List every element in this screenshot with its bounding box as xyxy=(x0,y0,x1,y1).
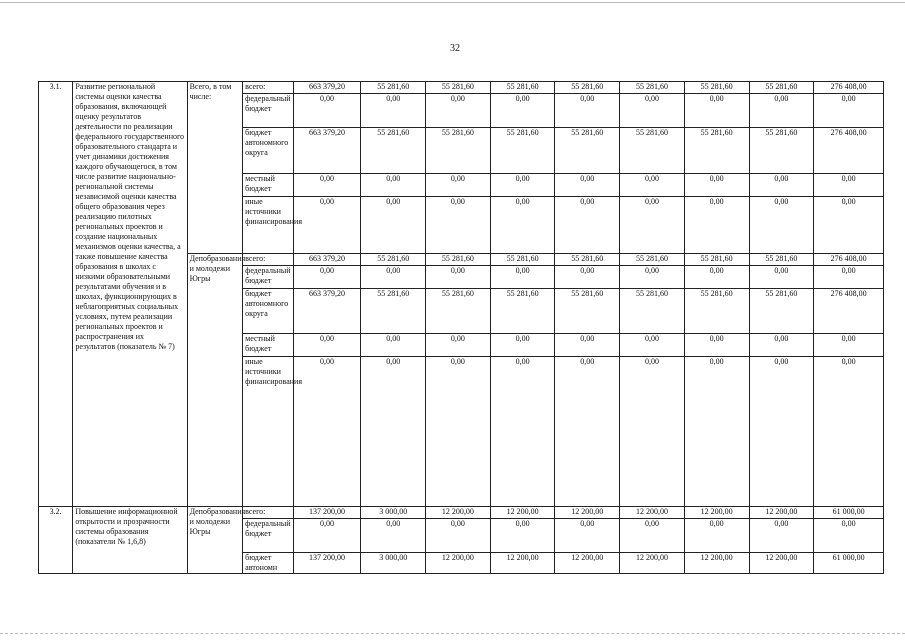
funding-source: всего: xyxy=(243,82,294,94)
measure-description: Развитие региональной системы оценки качества образования, включающей оценку результатов деятельности по реализации федерального государственного образовательного стандарта и учет динамики достижения каждого обучающегося, в том числе развитие национально-региональной системы независимой оценки качества общего образования через реализацию пилотных региональных проектов и создание национальных механизмов оценки качества, а также повышение качества образования в школах с низкими образовательными результатами обучения и в школах, функционирующих в неблагоприятных социальных условиях, путем реализации региональных проектов и распространения их результатов (показатель № 7) xyxy=(73,82,187,507)
amount-cell: 55 281,60 xyxy=(749,254,814,266)
amount-cell: 12 200,00 xyxy=(620,553,685,574)
amount-cell: 0,00 xyxy=(620,334,685,357)
table-row xyxy=(39,507,884,519)
amount-cell: 0,00 xyxy=(426,266,491,289)
amount-cell: 61 000,00 xyxy=(814,507,884,519)
amount-cell: 55 281,60 xyxy=(490,128,555,174)
amount-cell: 0,00 xyxy=(749,174,814,197)
amount-cell: 0,00 xyxy=(620,266,685,289)
amount-cell: 0,00 xyxy=(814,197,884,254)
funding-source: федеральный бюджет xyxy=(243,519,294,553)
amount-cell: 55 281,60 xyxy=(426,82,491,94)
amount-cell: 0,00 xyxy=(684,174,749,197)
amount-cell: 55 281,60 xyxy=(361,289,426,334)
row-number: 3.2. xyxy=(39,507,73,574)
amount-cell: 0,00 xyxy=(555,94,620,128)
amount-cell: 0,00 xyxy=(490,266,555,289)
amount-cell: 55 281,60 xyxy=(749,82,814,94)
amount-cell: 0,00 xyxy=(490,357,555,507)
amount-cell: 663 379,20 xyxy=(293,82,361,94)
amount-cell: 0,00 xyxy=(490,519,555,553)
table-row xyxy=(39,82,884,94)
amount-cell: 55 281,60 xyxy=(490,254,555,266)
funding-source: местный бюджет xyxy=(243,174,294,197)
amount-cell: 12 200,00 xyxy=(426,507,491,519)
amount-cell: 55 281,60 xyxy=(361,82,426,94)
amount-cell: 0,00 xyxy=(361,197,426,254)
amount-cell: 12 200,00 xyxy=(555,553,620,574)
amount-cell: 0,00 xyxy=(814,174,884,197)
amount-cell: 0,00 xyxy=(293,334,361,357)
amount-cell: 0,00 xyxy=(426,519,491,553)
executor-cell: Всего, в том числе: xyxy=(187,82,243,254)
bottom-rule xyxy=(0,633,905,634)
amount-cell: 12 200,00 xyxy=(490,507,555,519)
amount-cell: 0,00 xyxy=(749,334,814,357)
amount-cell: 12 200,00 xyxy=(426,553,491,574)
amount-cell: 276 408,00 xyxy=(814,289,884,334)
amount-cell: 0,00 xyxy=(426,174,491,197)
funding-source: бюджет автономного округа xyxy=(243,128,294,174)
amount-cell: 0,00 xyxy=(293,94,361,128)
amount-cell: 55 281,60 xyxy=(361,254,426,266)
amount-cell: 0,00 xyxy=(620,94,685,128)
amount-cell: 55 281,60 xyxy=(555,82,620,94)
top-rule xyxy=(0,2,905,3)
amount-cell: 0,00 xyxy=(684,357,749,507)
amount-cell: 12 200,00 xyxy=(749,507,814,519)
amount-cell: 55 281,60 xyxy=(555,254,620,266)
amount-cell: 0,00 xyxy=(749,266,814,289)
amount-cell: 0,00 xyxy=(555,334,620,357)
funding-source: бюджет автономного округа xyxy=(243,289,294,334)
funding-source: федеральный бюджет xyxy=(243,266,294,289)
executor-cell: Депобразования и молодежи Югры xyxy=(187,507,243,574)
amount-cell: 3 000,00 xyxy=(361,553,426,574)
measure-description: Повышение информационной открытости и прозрачности системы образования (показатели № 1,6,8) xyxy=(73,507,187,574)
amount-cell: 55 281,60 xyxy=(620,128,685,174)
amount-cell: 0,00 xyxy=(684,266,749,289)
amount-cell: 0,00 xyxy=(361,94,426,128)
amount-cell: 0,00 xyxy=(814,519,884,553)
amount-cell: 0,00 xyxy=(814,94,884,128)
amount-cell: 55 281,60 xyxy=(361,128,426,174)
amount-cell: 663 379,20 xyxy=(293,289,361,334)
amount-cell: 55 281,60 xyxy=(490,289,555,334)
amount-cell: 0,00 xyxy=(684,94,749,128)
amount-cell: 12 200,00 xyxy=(620,507,685,519)
amount-cell: 55 281,60 xyxy=(684,254,749,266)
amount-cell: 0,00 xyxy=(361,519,426,553)
amount-cell: 0,00 xyxy=(361,174,426,197)
amount-cell: 0,00 xyxy=(555,519,620,553)
amount-cell: 55 281,60 xyxy=(620,82,685,94)
amount-cell: 55 281,60 xyxy=(620,254,685,266)
amount-cell: 55 281,60 xyxy=(684,82,749,94)
amount-cell: 0,00 xyxy=(426,357,491,507)
amount-cell: 12 200,00 xyxy=(684,507,749,519)
amount-cell: 0,00 xyxy=(293,519,361,553)
amount-cell: 0,00 xyxy=(490,334,555,357)
amount-cell: 0,00 xyxy=(814,334,884,357)
amount-cell: 0,00 xyxy=(555,197,620,254)
amount-cell: 0,00 xyxy=(620,197,685,254)
amount-cell: 55 281,60 xyxy=(684,289,749,334)
amount-cell: 0,00 xyxy=(555,357,620,507)
amount-cell: 276 408,00 xyxy=(814,82,884,94)
amount-cell: 12 200,00 xyxy=(749,553,814,574)
funding-source: местный бюджет xyxy=(243,334,294,357)
amount-cell: 0,00 xyxy=(814,357,884,507)
page-number: 32 xyxy=(450,43,460,54)
amount-cell: 0,00 xyxy=(361,334,426,357)
funding-source: федеральный бюджет xyxy=(243,94,294,128)
amount-cell: 0,00 xyxy=(684,519,749,553)
amount-cell: 0,00 xyxy=(293,266,361,289)
amount-cell: 0,00 xyxy=(426,94,491,128)
amount-cell: 55 281,60 xyxy=(620,289,685,334)
amount-cell: 0,00 xyxy=(426,334,491,357)
funding-source: бюджет автономн xyxy=(243,553,294,574)
executor-cell: Депобразования и молодежи Югры xyxy=(187,254,243,507)
amount-cell: 55 281,60 xyxy=(426,128,491,174)
amount-cell: 55 281,60 xyxy=(426,289,491,334)
amount-cell: 663 379,20 xyxy=(293,128,361,174)
amount-cell: 0,00 xyxy=(814,266,884,289)
financing-table xyxy=(38,81,884,574)
amount-cell: 12 200,00 xyxy=(555,507,620,519)
amount-cell: 0,00 xyxy=(620,519,685,553)
amount-cell: 0,00 xyxy=(620,357,685,507)
amount-cell: 0,00 xyxy=(620,174,685,197)
amount-cell: 0,00 xyxy=(684,334,749,357)
amount-cell: 55 281,60 xyxy=(555,289,620,334)
amount-cell: 0,00 xyxy=(749,197,814,254)
amount-cell: 55 281,60 xyxy=(555,128,620,174)
amount-cell: 55 281,60 xyxy=(684,128,749,174)
amount-cell: 3 000,00 xyxy=(361,507,426,519)
funding-source: всего: xyxy=(243,254,294,266)
amount-cell: 0,00 xyxy=(293,197,361,254)
amount-cell: 55 281,60 xyxy=(426,254,491,266)
amount-cell: 137 200,00 xyxy=(293,507,361,519)
amount-cell: 0,00 xyxy=(361,266,426,289)
funding-source: иные источники финансирования xyxy=(243,357,294,507)
funding-source: иные источники финансирования xyxy=(243,197,294,254)
amount-cell: 0,00 xyxy=(749,357,814,507)
amount-cell: 0,00 xyxy=(555,174,620,197)
amount-cell: 137 200,00 xyxy=(293,553,361,574)
amount-cell: 0,00 xyxy=(426,197,491,254)
amount-cell: 0,00 xyxy=(749,94,814,128)
amount-cell: 0,00 xyxy=(490,94,555,128)
amount-cell: 663 379,20 xyxy=(293,254,361,266)
amount-cell: 0,00 xyxy=(490,174,555,197)
amount-cell: 55 281,60 xyxy=(749,289,814,334)
amount-cell: 0,00 xyxy=(361,357,426,507)
amount-cell: 0,00 xyxy=(749,519,814,553)
amount-cell: 276 408,00 xyxy=(814,254,884,266)
funding-source: всего: xyxy=(243,507,294,519)
amount-cell: 0,00 xyxy=(555,266,620,289)
amount-cell: 55 281,60 xyxy=(490,82,555,94)
amount-cell: 55 281,60 xyxy=(749,128,814,174)
amount-cell: 276 408,00 xyxy=(814,128,884,174)
amount-cell: 0,00 xyxy=(293,174,361,197)
amount-cell: 0,00 xyxy=(490,197,555,254)
amount-cell: 0,00 xyxy=(293,357,361,507)
amount-cell: 12 200,00 xyxy=(490,553,555,574)
amount-cell: 0,00 xyxy=(684,197,749,254)
amount-cell: 12 200,00 xyxy=(684,553,749,574)
amount-cell: 61 000,00 xyxy=(814,553,884,574)
row-number: 3.1. xyxy=(39,82,73,507)
